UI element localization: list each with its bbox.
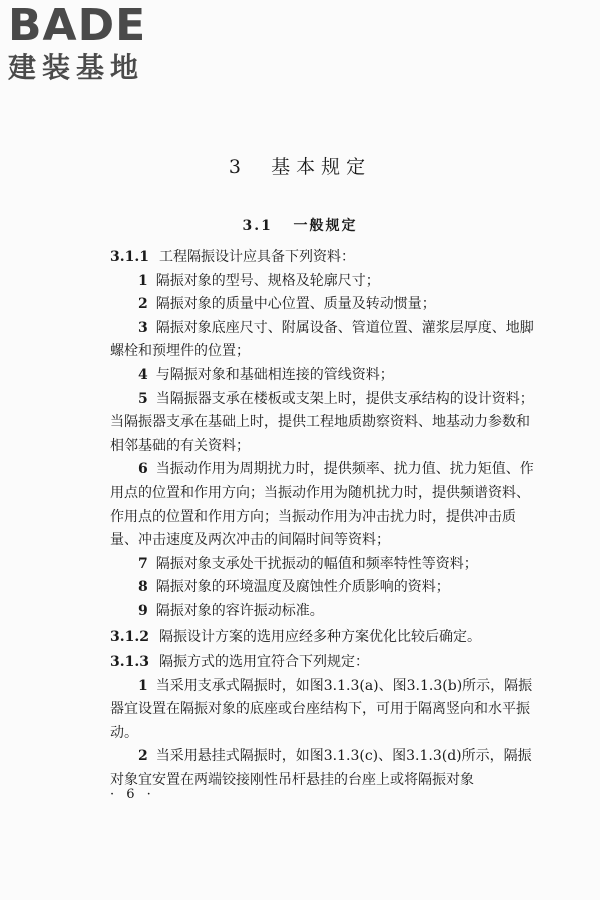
document-body: [110, 244, 535, 793]
logo-subtitle: 建装基地: [8, 51, 145, 84]
chapter-number: 3: [228, 156, 247, 178]
item-text: 当采用悬挂式隔振时，如图3.1.3(c)、图3.1.3(d)所示，隔振对象宜安置在两端铰接刚性吊杆悬挂的台座上或将隔振对象: [110, 748, 532, 789]
clause-number: 3.1.1: [110, 249, 149, 265]
list-item: [110, 458, 535, 552]
list-item: [110, 293, 535, 317]
item-number: 6: [138, 461, 148, 478]
item-number: 3: [138, 319, 148, 336]
list-item: [110, 576, 535, 600]
chapter-heading: 基本规定: [271, 156, 372, 178]
clause-text: 隔振方式的选用宜符合下列规定：: [158, 654, 369, 671]
clause-number: 3.1.2: [110, 628, 149, 645]
item-number: 4: [138, 366, 148, 383]
list-item: [110, 553, 535, 577]
list-item: [110, 745, 535, 792]
section-title: [0, 215, 600, 235]
clause-3-1-2: [110, 626, 535, 650]
item-number: 8: [138, 579, 148, 596]
item-text: 隔振对象的环境温度及腐蚀性介质影响的资料；: [155, 579, 450, 596]
section-number: 3.1: [242, 218, 273, 234]
brand-logo: [8, 2, 178, 92]
list-item: [110, 600, 535, 624]
item-text: 隔振对象支承处干扰振动的幅值和频率特性等资料；: [155, 555, 478, 572]
item-text: 当隔振器支承在楼板或支架上时，提供支承结构的设计资料；当隔振器支承在基础上时，提供工程地质勘察资料、地基动力参数和相邻基础的有关资料；: [110, 390, 534, 454]
item-number: 1: [138, 272, 148, 289]
list-item: [110, 388, 535, 459]
clause-text: 工程隔振设计应具备下列资料：: [158, 249, 355, 265]
item-text: 与隔振对象和基础相连接的管线资料；: [155, 366, 394, 383]
clause-3-1-1: [110, 246, 535, 270]
list-item: [110, 270, 535, 294]
item-number: 9: [138, 602, 148, 619]
list-item: [110, 317, 535, 364]
page-number: · 6 ·: [110, 787, 155, 802]
clause-text: 隔振设计方案的选用应经多种方案优化比较后确定。: [158, 628, 481, 645]
item-number: 2: [138, 748, 148, 765]
item-number: 1: [138, 677, 148, 694]
clause-3-1-3: [110, 651, 535, 675]
item-text: 当振动作用为周期扰力时，提供频率、扰力值、扰力矩值、作用点的位置和作用方向；当振动作用为随机扰力时，提供频谱资料、作用点的位置和作用方向；当振动作用为冲击扰力时，提供冲击质量、冲击速度及两次冲击的间隔时间等资料；: [110, 461, 534, 549]
chapter-title: [0, 152, 600, 179]
item-number: 5: [138, 390, 148, 407]
section-heading: 一般规定: [293, 218, 358, 234]
list-item: [110, 675, 535, 746]
clause-number: 3.1.3: [110, 654, 149, 671]
item-number: 2: [138, 296, 148, 313]
item-text: 当采用支承式隔振时，如图3.1.3(a)、图3.1.3(b)所示，隔振器宜设置在隔振对象的底座或台座结构下，可用于隔离竖向和水平振动。: [110, 677, 533, 741]
item-number: 7: [138, 555, 148, 572]
item-text: 隔振对象的型号、规格及轮廓尺寸；: [155, 272, 380, 289]
logo-title: BADE: [8, 0, 147, 51]
list-item: [110, 364, 535, 388]
item-text: 隔振对象的容许振动标准。: [155, 602, 324, 619]
item-text: 隔振对象的质量中心位置、质量及转动惯量；: [155, 296, 436, 313]
item-text: 隔振对象底座尺寸、附属设备、管道位置、灌浆层厚度、地脚螺栓和预埋件的位置；: [110, 319, 534, 360]
